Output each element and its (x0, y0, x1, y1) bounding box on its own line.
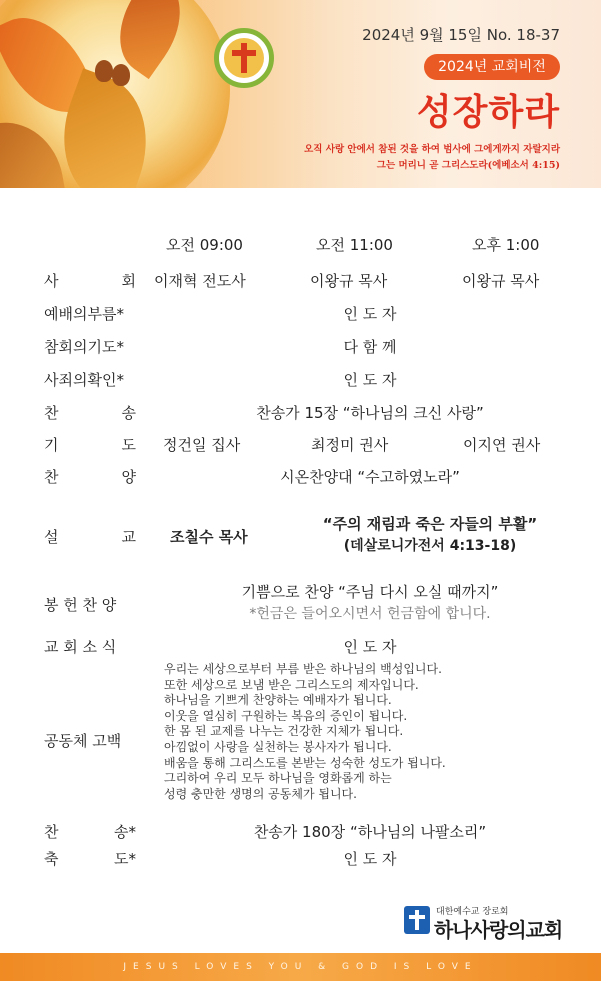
service-time-2: 오전 11:00 (316, 236, 393, 254)
denomination-label: 대한예수교 장로회 (436, 907, 509, 917)
order-label: 축 도* (44, 850, 136, 868)
offering-hymn: 기쁨으로 찬양 “주님 다시 오실 때까지” (241, 583, 499, 601)
acorn-image (95, 60, 113, 82)
order-label: 교 회 소 식 (44, 638, 117, 656)
service-time-1: 오전 09:00 (166, 236, 243, 254)
prayer-name-2: 최정미 권사 (311, 436, 389, 454)
bulletin-date: 2024년 9월 15일 No. 18-37 (362, 26, 560, 44)
order-label: 공동체 고백 (44, 732, 122, 750)
order-label: 기 도 (44, 436, 136, 454)
sermon-preacher: 조칠수 목사 (170, 528, 248, 546)
offering-note: *헌금은 들어오시면서 헌금함에 합니다. (249, 606, 491, 622)
sermon-title: “주의 재림과 죽은 자들의 부활” (322, 515, 538, 533)
vision-badge: 2024년 교회비전 (424, 54, 560, 80)
cross-emblem-icon (214, 28, 274, 88)
order-label: 찬 송 (44, 404, 136, 422)
church-name: 하나사랑의교회 (434, 918, 563, 942)
order-value: 인 도 자 (343, 305, 397, 323)
sermon-scripture: (데살로니가전서 4:13-18) (343, 538, 517, 554)
host-name-2: 이왕규 목사 (310, 272, 388, 290)
service-time-3: 오후 1:00 (472, 236, 540, 254)
order-label: 참회의기도* (44, 338, 124, 356)
order-value: 다 함 께 (343, 338, 397, 356)
church-logo (404, 904, 574, 942)
order-label: 설 교 (44, 528, 136, 546)
prayer-name-1: 정건일 집사 (163, 436, 241, 454)
vision-motto: 성장하라 (416, 92, 560, 133)
order-label: 예배의부름* (44, 305, 124, 323)
order-value: 인 도 자 (343, 638, 397, 656)
host-name-1: 이재혁 전도사 (154, 272, 246, 290)
order-value: 인 도 자 (343, 850, 397, 868)
footer-slogan-bar: JESUS LOVES YOU & GOD IS LOVE (0, 953, 601, 981)
order-label: 찬 송* (44, 823, 136, 841)
order-value: 인 도 자 (343, 371, 397, 389)
confession-text: 우리는 세상으로부터 부름 받은 하나님의 백성입니다. 또한 세상으로 보냄 받은 그리스도의 제자입니다. 하나님을 기쁘게 찬양하는 예배자가 됩니다. 이웃을 열심히 구원하는 복음의 증인이 됩니다. 한 몸 된 교제를 나누는 건강한 지체가 됩니다. 아낌없이 사랑을 실천하는 봉사자가 됩니다. 배움을 통해 그리스도를 본받는 성숙한 성도가 됩니다. 그리하여 우리 모두 하나님을 영화롭게 하는 성령 충만한 생명의 공동체가 됩니다. (164, 662, 446, 801)
vision-verse: 오직 사랑 안에서 참된 것을 하여 범사에 그에게까지 자랄지라 그는 머리니 곧 그리스도라(에베소서 4:15) (304, 144, 560, 171)
church-cross-logo-icon (404, 906, 430, 934)
order-label: 사죄의확인* (44, 371, 124, 389)
prayer-name-3: 이지연 권사 (463, 436, 541, 454)
order-value: 찬송가 180장 “하나님의 나팔소리” (253, 823, 487, 841)
order-label: 봉 헌 찬 양 (44, 596, 117, 614)
order-label: 사 회 (44, 272, 136, 290)
order-value: 시온찬양대 “수고하였노라” (280, 468, 460, 486)
header-banner (0, 0, 601, 188)
acorn-image (112, 64, 130, 86)
order-label: 찬 양 (44, 468, 136, 486)
host-name-3: 이왕규 목사 (462, 272, 540, 290)
order-value: 찬송가 15장 “하나님의 크신 사랑” (256, 404, 484, 422)
